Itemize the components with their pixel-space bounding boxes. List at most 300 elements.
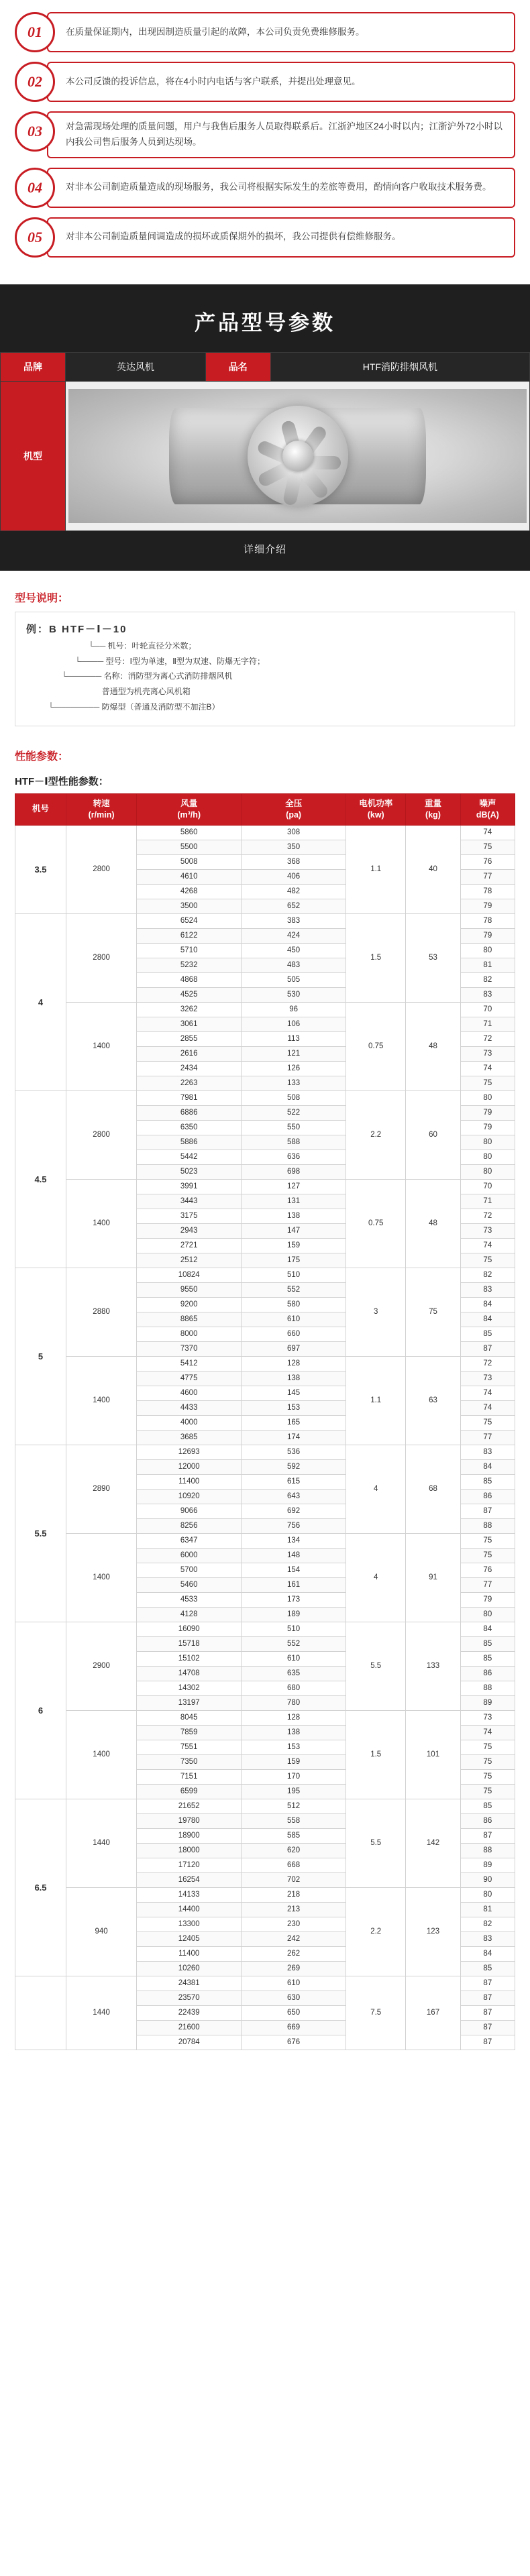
cell-noise: 85 bbox=[460, 1799, 515, 1813]
cell-pressure: 698 bbox=[242, 1164, 346, 1179]
cell-airflow: 3262 bbox=[137, 1002, 242, 1017]
cell-pressure: 510 bbox=[242, 1268, 346, 1282]
cell-pressure: 536 bbox=[242, 1445, 346, 1459]
cell-airflow: 17120 bbox=[137, 1858, 242, 1872]
cell-airflow: 6524 bbox=[137, 913, 242, 928]
cell-airflow: 9200 bbox=[137, 1297, 242, 1312]
cell-pressure: 508 bbox=[242, 1090, 346, 1105]
cell-noise: 87 bbox=[460, 1341, 515, 1356]
cell-noise: 71 bbox=[460, 1194, 515, 1209]
cell-noise: 75 bbox=[460, 1415, 515, 1430]
cell-pressure: 510 bbox=[242, 1622, 346, 1636]
cell-pressure: 383 bbox=[242, 913, 346, 928]
cell-airflow: 6122 bbox=[137, 928, 242, 943]
cell-airflow: 5860 bbox=[137, 825, 242, 840]
cell-noise: 85 bbox=[460, 1474, 515, 1489]
col-power-label: 电机功率 bbox=[359, 798, 393, 808]
col-weight-unit: (kg) bbox=[425, 809, 441, 820]
cell-noise: 76 bbox=[460, 1563, 515, 1577]
service-promise-section bbox=[0, 0, 530, 284]
cell-airflow: 15102 bbox=[137, 1651, 242, 1666]
cell-pressure: 550 bbox=[242, 1120, 346, 1135]
cell-noise: 83 bbox=[460, 1931, 515, 1946]
promise-number: 05 bbox=[15, 217, 55, 258]
cell-airflow: 2263 bbox=[137, 1076, 242, 1090]
cell-noise: 79 bbox=[460, 1120, 515, 1135]
cell-airflow: 5700 bbox=[137, 1563, 242, 1577]
cell-airflow: 19780 bbox=[137, 1813, 242, 1828]
col-weight bbox=[406, 793, 460, 825]
cell-power: 1.5 bbox=[346, 913, 406, 1002]
perf-section-title: 性能参数： bbox=[15, 750, 69, 763]
table-row bbox=[15, 1268, 515, 1282]
model-tree bbox=[30, 638, 504, 715]
model-tree-text: 普通型为机壳离心风机箱 bbox=[101, 687, 191, 697]
cell-noise: 80 bbox=[460, 1887, 515, 1902]
cell-airflow: 13300 bbox=[137, 1917, 242, 1931]
cell-weight: 40 bbox=[406, 825, 460, 913]
cell-pressure: 128 bbox=[242, 1356, 346, 1371]
cell-noise: 74 bbox=[460, 1386, 515, 1400]
cell-airflow: 4128 bbox=[137, 1607, 242, 1622]
cell-airflow: 4433 bbox=[137, 1400, 242, 1415]
product-spec-section bbox=[0, 284, 530, 571]
cell-weight: 101 bbox=[406, 1710, 460, 1799]
model-tree-text: 防爆型（普通及消防型不加注B） bbox=[101, 702, 220, 712]
table-row bbox=[15, 1002, 515, 1017]
cell-pressure: 170 bbox=[242, 1769, 346, 1784]
col-weight-label: 重量 bbox=[425, 798, 442, 808]
cell-pressure: 147 bbox=[242, 1223, 346, 1238]
model-tree-text: 机号：叶轮直径分米数； bbox=[107, 640, 197, 651]
cell-size: 4.5 bbox=[15, 1090, 66, 1268]
model-tree-line bbox=[30, 699, 504, 715]
cell-pressure: 650 bbox=[242, 2005, 346, 2020]
cell-pressure: 218 bbox=[242, 1887, 346, 1902]
cell-pressure: 106 bbox=[242, 1017, 346, 1031]
cell-noise: 75 bbox=[460, 1253, 515, 1268]
cell-airflow: 13197 bbox=[137, 1695, 242, 1710]
performance-body bbox=[15, 825, 515, 2050]
cell-airflow: 3443 bbox=[137, 1194, 242, 1209]
cell-noise: 84 bbox=[460, 1297, 515, 1312]
cell-noise: 80 bbox=[460, 1150, 515, 1164]
performance-table bbox=[15, 793, 515, 2050]
cell-size: 6.5 bbox=[15, 1799, 66, 1976]
cell-noise: 87 bbox=[460, 2005, 515, 2020]
cell-airflow: 14133 bbox=[137, 1887, 242, 1902]
cell-noise: 72 bbox=[460, 1356, 515, 1371]
model-tree-text: 名称：消防型为离心式消防排烟风机 bbox=[103, 671, 233, 681]
cell-noise: 87 bbox=[460, 1976, 515, 1991]
cell-airflow: 15718 bbox=[137, 1636, 242, 1651]
table-row bbox=[1, 381, 530, 530]
cell-noise: 84 bbox=[460, 1622, 515, 1636]
cell-pressure: 482 bbox=[242, 884, 346, 899]
table-row bbox=[15, 825, 515, 840]
cell-noise: 81 bbox=[460, 1902, 515, 1917]
cell-weight: 75 bbox=[406, 1268, 460, 1356]
cell-pressure: 552 bbox=[242, 1636, 346, 1651]
detail-intro-label: 详细介绍 bbox=[0, 531, 530, 571]
promise-text: 对急需现场处理的质量问题，用户与我售后服务人员取得联系后。江浙沪地区24小时以内；江浙沪外72小时以内我公司售后服务人员到达现场。 bbox=[47, 111, 515, 158]
cell-size: 5 bbox=[15, 1268, 66, 1445]
cell-pressure: 592 bbox=[242, 1459, 346, 1474]
cell-noise: 87 bbox=[460, 1828, 515, 1843]
cell-airflow: 14302 bbox=[137, 1681, 242, 1695]
table-row bbox=[15, 1533, 515, 1548]
promise-number: 04 bbox=[15, 168, 55, 208]
cell-noise: 76 bbox=[460, 854, 515, 869]
table-row bbox=[15, 1887, 515, 1902]
col-noise-label: 噪声 bbox=[479, 798, 496, 808]
cell-weight: 142 bbox=[406, 1799, 460, 1887]
cell-airflow: 5710 bbox=[137, 943, 242, 958]
cell-pressure: 697 bbox=[242, 1341, 346, 1356]
cell-airflow: 2943 bbox=[137, 1223, 242, 1238]
cell-airflow: 5460 bbox=[137, 1577, 242, 1592]
cell-noise: 87 bbox=[460, 1991, 515, 2005]
cell-noise: 75 bbox=[460, 1076, 515, 1090]
cell-noise: 85 bbox=[460, 1636, 515, 1651]
cell-pressure: 588 bbox=[242, 1135, 346, 1150]
cell-pressure: 756 bbox=[242, 1518, 346, 1533]
cell-noise: 73 bbox=[460, 1371, 515, 1386]
cell-noise: 79 bbox=[460, 1592, 515, 1607]
cell-pressure: 161 bbox=[242, 1577, 346, 1592]
cell-pressure: 189 bbox=[242, 1607, 346, 1622]
cell-pressure: 159 bbox=[242, 1238, 346, 1253]
model-code: 例：B HTF－Ⅰ－10 bbox=[26, 623, 127, 635]
cell-noise: 74 bbox=[460, 1725, 515, 1740]
cell-pressure: 350 bbox=[242, 840, 346, 854]
cell-pressure: 262 bbox=[242, 1946, 346, 1961]
cell-pressure: 483 bbox=[242, 958, 346, 972]
cell-airflow: 20784 bbox=[137, 2035, 242, 2050]
cell-airflow: 12693 bbox=[137, 1445, 242, 1459]
cell-power: 7.5 bbox=[346, 1976, 406, 2050]
cell-noise: 77 bbox=[460, 1430, 515, 1445]
cell-airflow: 5023 bbox=[137, 1164, 242, 1179]
cell-airflow: 2434 bbox=[137, 1061, 242, 1076]
tree-connector: └──── bbox=[30, 656, 106, 666]
cell-pressure: 138 bbox=[242, 1209, 346, 1223]
cell-pressure: 368 bbox=[242, 854, 346, 869]
cell-airflow: 6000 bbox=[137, 1548, 242, 1563]
cell-airflow: 18900 bbox=[137, 1828, 242, 1843]
cell-noise: 88 bbox=[460, 1518, 515, 1533]
cell-weight: 123 bbox=[406, 1887, 460, 1976]
cell-noise: 75 bbox=[460, 1784, 515, 1799]
cell-size: 4 bbox=[15, 913, 66, 1090]
tree-connector bbox=[30, 684, 102, 699]
cell-airflow: 11400 bbox=[137, 1946, 242, 1961]
fan-image bbox=[68, 389, 527, 523]
cell-weight: 48 bbox=[406, 1179, 460, 1268]
cell-noise: 74 bbox=[460, 1061, 515, 1076]
promise-number: 03 bbox=[15, 111, 55, 152]
cell-pressure: 585 bbox=[242, 1828, 346, 1843]
cell-pressure: 131 bbox=[242, 1194, 346, 1209]
spec-label-name: 品名 bbox=[205, 352, 270, 381]
cell-pressure: 173 bbox=[242, 1592, 346, 1607]
cell-noise: 81 bbox=[460, 958, 515, 972]
model-tree-line bbox=[30, 638, 504, 654]
cell-pressure: 128 bbox=[242, 1710, 346, 1725]
cell-noise: 77 bbox=[460, 1577, 515, 1592]
cell-noise: 80 bbox=[460, 1164, 515, 1179]
spec-value-brand: 英达风机 bbox=[66, 352, 206, 381]
cell-airflow: 5886 bbox=[137, 1135, 242, 1150]
model-tree-line bbox=[30, 654, 504, 669]
cell-noise: 89 bbox=[460, 1695, 515, 1710]
cell-airflow: 6350 bbox=[137, 1120, 242, 1135]
cell-rpm: 2800 bbox=[66, 825, 136, 913]
promise-text: 在质量保证期内，出现因制造质量引起的故障，本公司负责免费维修服务。 bbox=[47, 12, 515, 52]
cell-pressure: 153 bbox=[242, 1400, 346, 1415]
cell-pressure: 133 bbox=[242, 1076, 346, 1090]
cell-power: 5.5 bbox=[346, 1622, 406, 1710]
col-size-label: 机号 bbox=[32, 804, 49, 814]
cell-pressure: 138 bbox=[242, 1371, 346, 1386]
cell-pressure: 643 bbox=[242, 1489, 346, 1504]
cell-power: 2.2 bbox=[346, 1090, 406, 1179]
cell-size: 3.5 bbox=[15, 825, 66, 913]
table-row bbox=[15, 1179, 515, 1194]
cell-weight: 91 bbox=[406, 1533, 460, 1622]
cell-weight: 53 bbox=[406, 913, 460, 1002]
cell-pressure: 134 bbox=[242, 1533, 346, 1548]
cell-pressure: 552 bbox=[242, 1282, 346, 1297]
table-header-row bbox=[15, 793, 515, 825]
cell-airflow: 7551 bbox=[137, 1740, 242, 1754]
cell-pressure: 635 bbox=[242, 1666, 346, 1681]
tree-connector: └── bbox=[30, 640, 108, 651]
cell-pressure: 615 bbox=[242, 1474, 346, 1489]
cell-pressure: 406 bbox=[242, 869, 346, 884]
cell-noise: 79 bbox=[460, 928, 515, 943]
section-title: 产品型号参数 bbox=[195, 311, 335, 335]
cell-airflow: 3991 bbox=[137, 1179, 242, 1194]
cell-airflow: 3500 bbox=[137, 899, 242, 913]
promise-item bbox=[15, 62, 515, 102]
cell-noise: 86 bbox=[460, 1666, 515, 1681]
cell-airflow: 5008 bbox=[137, 854, 242, 869]
cell-noise: 74 bbox=[460, 1238, 515, 1253]
model-explain-box bbox=[15, 612, 515, 726]
cell-airflow: 9550 bbox=[137, 1282, 242, 1297]
cell-airflow: 7370 bbox=[137, 1341, 242, 1356]
cell-pressure: 522 bbox=[242, 1105, 346, 1120]
cell-airflow: 6347 bbox=[137, 1533, 242, 1548]
cell-noise: 82 bbox=[460, 1268, 515, 1282]
cell-airflow: 4533 bbox=[137, 1592, 242, 1607]
col-pressure-unit: (pa) bbox=[286, 809, 302, 820]
cell-weight: 63 bbox=[406, 1356, 460, 1445]
cell-power: 1.5 bbox=[346, 1710, 406, 1799]
cell-pressure: 660 bbox=[242, 1327, 346, 1341]
cell-noise: 75 bbox=[460, 840, 515, 854]
cell-pressure: 680 bbox=[242, 1681, 346, 1695]
table-row bbox=[15, 1976, 515, 1991]
cell-airflow: 3685 bbox=[137, 1430, 242, 1445]
promise-number: 02 bbox=[15, 62, 55, 102]
cell-airflow: 3061 bbox=[137, 1017, 242, 1031]
promise-item bbox=[15, 168, 515, 208]
col-noise bbox=[460, 793, 515, 825]
cell-pressure: 450 bbox=[242, 943, 346, 958]
table-row bbox=[1, 352, 530, 381]
cell-noise: 73 bbox=[460, 1046, 515, 1061]
cell-airflow: 8045 bbox=[137, 1710, 242, 1725]
cell-pressure: 308 bbox=[242, 825, 346, 840]
cell-weight: 133 bbox=[406, 1622, 460, 1710]
col-airflow bbox=[137, 793, 242, 825]
cell-noise: 87 bbox=[460, 2035, 515, 2050]
fan-hub bbox=[282, 441, 313, 471]
cell-noise: 77 bbox=[460, 869, 515, 884]
cell-power: 0.75 bbox=[346, 1002, 406, 1090]
cell-noise: 74 bbox=[460, 825, 515, 840]
cell-size: 5.5 bbox=[15, 1445, 66, 1622]
cell-airflow: 14708 bbox=[137, 1666, 242, 1681]
cell-noise: 75 bbox=[460, 1548, 515, 1563]
cell-airflow: 6886 bbox=[137, 1105, 242, 1120]
table-row bbox=[15, 1799, 515, 1813]
col-noise-unit: dB(A) bbox=[476, 809, 499, 820]
cell-power: 4 bbox=[346, 1533, 406, 1622]
cell-noise: 85 bbox=[460, 1327, 515, 1341]
cell-airflow: 14400 bbox=[137, 1902, 242, 1917]
promise-item bbox=[15, 217, 515, 258]
cell-pressure: 269 bbox=[242, 1961, 346, 1976]
cell-weight: 167 bbox=[406, 1976, 460, 2050]
cell-weight: 60 bbox=[406, 1090, 460, 1179]
table-row bbox=[15, 1090, 515, 1105]
cell-airflow: 4610 bbox=[137, 869, 242, 884]
cell-airflow: 11400 bbox=[137, 1474, 242, 1489]
cell-weight: 48 bbox=[406, 1002, 460, 1090]
cell-pressure: 145 bbox=[242, 1386, 346, 1400]
cell-noise: 80 bbox=[460, 1090, 515, 1105]
cell-airflow: 8256 bbox=[137, 1518, 242, 1533]
cell-airflow: 12000 bbox=[137, 1459, 242, 1474]
cell-airflow: 4600 bbox=[137, 1386, 242, 1400]
cell-pressure: 636 bbox=[242, 1150, 346, 1164]
cell-rpm: 1400 bbox=[66, 1356, 136, 1445]
cell-airflow: 4868 bbox=[137, 972, 242, 987]
cell-noise: 72 bbox=[460, 1209, 515, 1223]
cell-noise: 71 bbox=[460, 1017, 515, 1031]
cell-pressure: 242 bbox=[242, 1931, 346, 1946]
cell-power: 2.2 bbox=[346, 1887, 406, 1976]
product-photo bbox=[66, 381, 530, 530]
cell-pressure: 558 bbox=[242, 1813, 346, 1828]
promise-number: 01 bbox=[15, 12, 55, 52]
cell-pressure: 668 bbox=[242, 1858, 346, 1872]
cell-noise: 78 bbox=[460, 884, 515, 899]
promise-item bbox=[15, 111, 515, 158]
cell-noise: 70 bbox=[460, 1179, 515, 1194]
cell-pressure: 669 bbox=[242, 2020, 346, 2035]
cell-noise: 88 bbox=[460, 1843, 515, 1858]
cell-pressure: 702 bbox=[242, 1872, 346, 1887]
model-tree-line bbox=[30, 669, 504, 684]
cell-rpm: 2890 bbox=[66, 1445, 136, 1533]
cell-pressure: 620 bbox=[242, 1843, 346, 1858]
cell-airflow: 21600 bbox=[137, 2020, 242, 2035]
cell-size: 6 bbox=[15, 1622, 66, 1799]
cell-noise: 87 bbox=[460, 1504, 515, 1518]
model-tree-line bbox=[30, 684, 504, 699]
cell-power: 1.1 bbox=[346, 825, 406, 913]
cell-airflow: 4775 bbox=[137, 1371, 242, 1386]
cell-pressure: 230 bbox=[242, 1917, 346, 1931]
performance-section bbox=[0, 729, 530, 2053]
cell-noise: 72 bbox=[460, 1031, 515, 1046]
cell-noise: 75 bbox=[460, 1769, 515, 1784]
cell-noise: 89 bbox=[460, 1858, 515, 1872]
cell-pressure: 138 bbox=[242, 1725, 346, 1740]
cell-noise: 73 bbox=[460, 1223, 515, 1238]
cell-pressure: 165 bbox=[242, 1415, 346, 1430]
cell-noise: 75 bbox=[460, 1754, 515, 1769]
cell-rpm: 2880 bbox=[66, 1268, 136, 1356]
cell-airflow: 5412 bbox=[137, 1356, 242, 1371]
cell-noise: 80 bbox=[460, 1135, 515, 1150]
cell-airflow: 9066 bbox=[137, 1504, 242, 1518]
table-row bbox=[15, 1622, 515, 1636]
cell-noise: 84 bbox=[460, 1946, 515, 1961]
col-power bbox=[346, 793, 406, 825]
cell-pressure: 121 bbox=[242, 1046, 346, 1061]
cell-rpm: 2900 bbox=[66, 1622, 136, 1710]
cell-noise: 85 bbox=[460, 1651, 515, 1666]
model-section-title: 型号说明： bbox=[15, 592, 69, 604]
promise-item bbox=[15, 12, 515, 52]
col-rpm bbox=[66, 793, 136, 825]
tree-connector: └──────── bbox=[30, 702, 102, 712]
perf-sub-title: HTF－Ⅰ型性能参数： bbox=[15, 775, 109, 787]
cell-airflow: 5500 bbox=[137, 840, 242, 854]
cell-noise: 84 bbox=[460, 1459, 515, 1474]
cell-airflow: 8865 bbox=[137, 1312, 242, 1327]
cell-noise: 82 bbox=[460, 1917, 515, 1931]
cell-airflow: 16254 bbox=[137, 1872, 242, 1887]
cell-airflow: 2855 bbox=[137, 1031, 242, 1046]
cell-noise: 83 bbox=[460, 1445, 515, 1459]
cell-pressure: 113 bbox=[242, 1031, 346, 1046]
cell-rpm: 1440 bbox=[66, 1799, 136, 1887]
cell-noise: 80 bbox=[460, 943, 515, 958]
tree-connector: └────── bbox=[30, 671, 104, 681]
cell-noise: 73 bbox=[460, 1710, 515, 1725]
cell-noise: 80 bbox=[460, 1607, 515, 1622]
cell-pressure: 153 bbox=[242, 1740, 346, 1754]
spec-value-name: HTF消防排烟风机 bbox=[270, 352, 529, 381]
cell-noise: 74 bbox=[460, 1400, 515, 1415]
cell-airflow: 22439 bbox=[137, 2005, 242, 2020]
spec-label-model: 机型 bbox=[1, 381, 66, 530]
cell-power: 4 bbox=[346, 1445, 406, 1533]
cell-rpm: 2800 bbox=[66, 1090, 136, 1179]
cell-noise: 86 bbox=[460, 1489, 515, 1504]
cell-rpm: 1440 bbox=[66, 1976, 136, 2050]
cell-airflow: 7151 bbox=[137, 1769, 242, 1784]
cell-airflow: 7981 bbox=[137, 1090, 242, 1105]
col-size bbox=[15, 793, 66, 825]
cell-rpm: 2800 bbox=[66, 913, 136, 1002]
